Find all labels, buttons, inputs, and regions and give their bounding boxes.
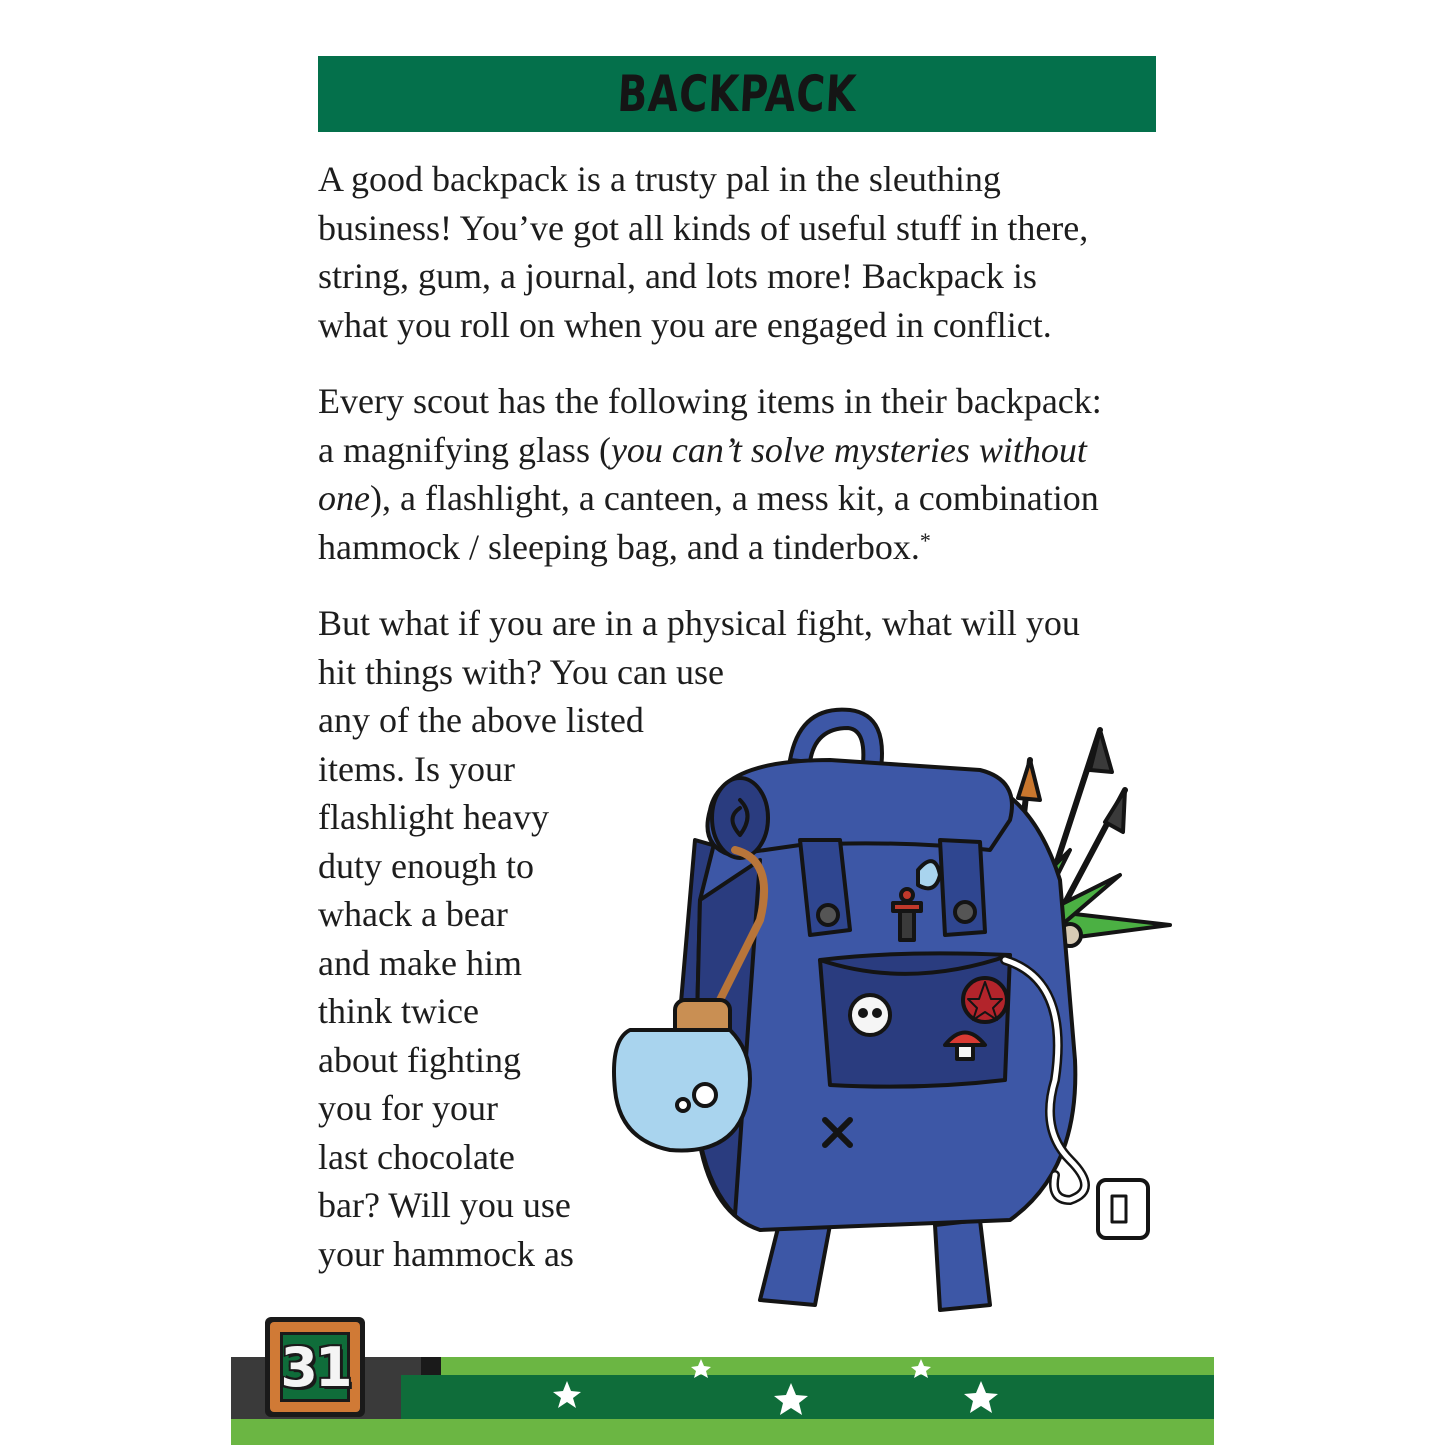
text-line: flashlight heavy <box>318 797 549 837</box>
text-run: hammock / sleeping bag, and a tinderbox. <box>318 526 920 567</box>
text-line: bar? Will you use <box>318 1185 571 1225</box>
italic-aside: one <box>318 478 370 518</box>
text-line: string, gum, a journal, and lots more! Backpack is <box>318 256 1037 296</box>
text-line: A good backpack is a trusty pal in the sleuthing <box>318 159 1001 199</box>
text-line: items. Is your <box>318 748 515 789</box>
page-title: BACKPACK <box>615 65 859 123</box>
text-run: a magnifying glass ( <box>318 429 611 470</box>
italic-aside: you can’t solve mysteries without <box>610 429 1087 470</box>
text-line: whack a bear <box>318 894 508 934</box>
page-number-badge <box>263 1315 367 1419</box>
text-line: your hammock as <box>318 1233 574 1274</box>
paragraph-scout-items <box>318 377 1102 571</box>
text-line <box>318 523 1102 572</box>
footnote-marker: * <box>919 527 931 553</box>
pentagram-pin <box>963 978 1007 1022</box>
text-line: last chocolate <box>318 1136 515 1177</box>
text-line: think twice <box>318 991 479 1031</box>
text-line: duty enough to <box>318 845 534 886</box>
text-line: you for your <box>318 1088 498 1128</box>
text-line: about fighting <box>318 1039 521 1080</box>
text-line: business! You’ve got all kinds of useful stuff in there, <box>318 207 1089 248</box>
title-bar <box>318 56 1156 132</box>
text-line <box>318 426 1102 475</box>
text-line: what you roll on when you are engaged in conflict. <box>318 304 1052 345</box>
backpack-illustration <box>600 700 1180 1320</box>
text-line <box>318 474 1102 523</box>
text-line: Every scout has the following items in their backpack: <box>318 381 1102 421</box>
text-line: any of the above listed <box>318 700 644 740</box>
text-run: ), a flashlight, a canteen, a mess kit, a combination <box>369 478 1099 518</box>
page-number: 31 <box>280 1335 350 1399</box>
text-line: But what if you are in a physical fight, what will you <box>318 603 1080 643</box>
text-line: hit things with? You can use <box>318 651 725 692</box>
skull-pin <box>850 995 890 1035</box>
text-line: and make him <box>318 942 522 983</box>
paragraph-backpack-intro <box>318 155 1088 349</box>
footer-band <box>231 1357 1214 1445</box>
